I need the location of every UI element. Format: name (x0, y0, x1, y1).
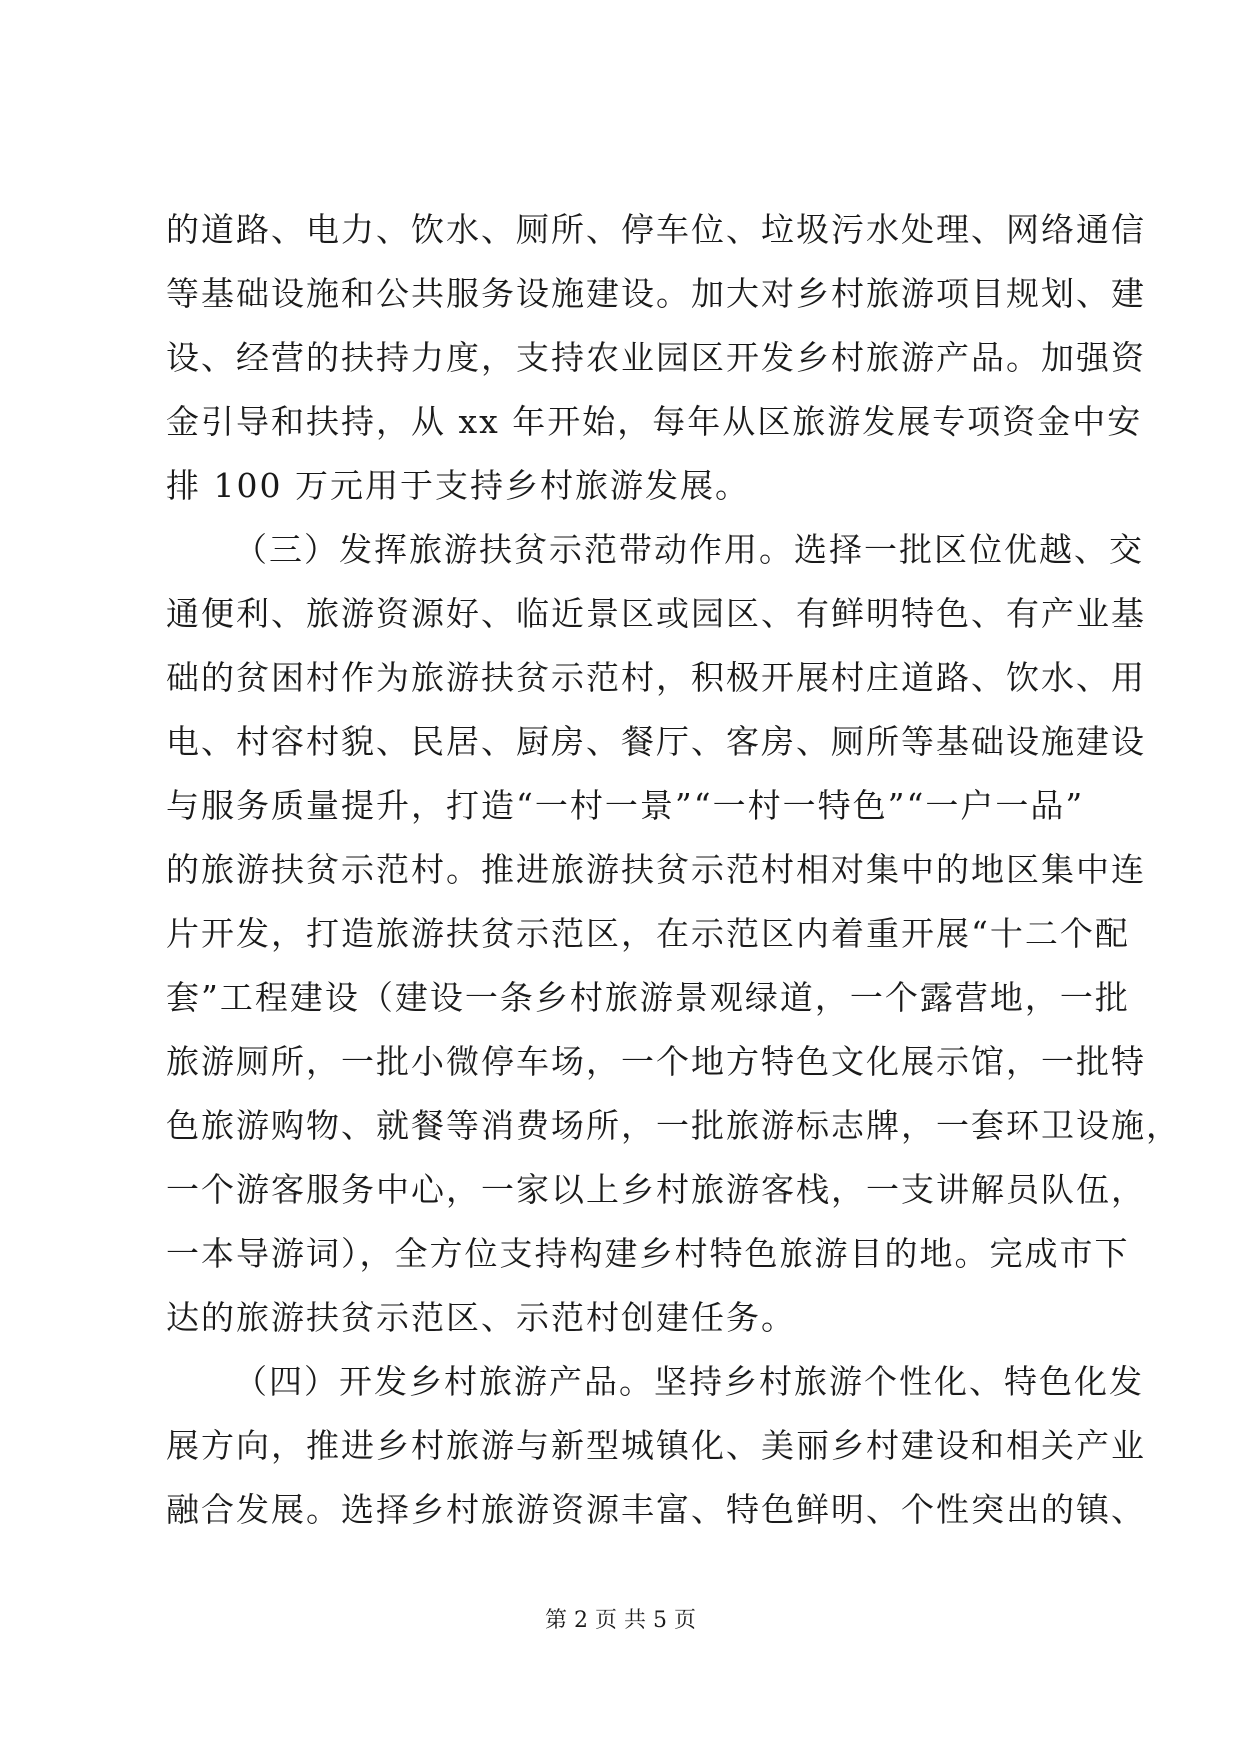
text-line: 达的旅游扶贫示范区、示范村创建任务。 (166, 1298, 796, 1337)
text-line: 融合发展。选择乡村旅游资源丰富、特色鲜明、个性突出的镇、 (166, 1490, 1146, 1529)
text-line: 色旅游购物、就餐等消费场所，一批旅游标志牌，一套环卫设施， (166, 1106, 1181, 1145)
text-line: 一个游客服务中心，一家以上乡村旅游客栈，一支讲解员队伍， (166, 1170, 1146, 1209)
text-line: 展方向，推进乡村旅游与新型城镇化、美丽乡村建设和相关产业 (166, 1426, 1146, 1465)
text-line: 等基础设施和公共服务设施建设。加大对乡村旅游项目规划、建 (166, 274, 1146, 313)
text-line: 排 100 万元用于支持乡村旅游发展。 (166, 466, 750, 505)
text-line: 通便利、旅游资源好、临近景区或园区、有鲜明特色、有产业基 (166, 594, 1146, 633)
text-line: 电、村容村貌、民居、厨房、餐厅、客房、厕所等基础设施建设 (166, 722, 1146, 761)
page-number-footer: 第 2 页 共 5 页 (545, 1608, 696, 1633)
text-line: 旅游厕所，一批小微停车场，一个地方特色文化展示馆，一批特 (166, 1042, 1146, 1081)
text-line: 的道路、电力、饮水、厕所、停车位、垃圾污水处理、网络通信 (166, 210, 1146, 249)
text-line: （四）开发乡村旅游产品。坚持乡村旅游个性化、特色化发 (234, 1362, 1144, 1401)
text-line: 与服务质量提升，打造“一村一景”“一村一特色”“一户一品” (166, 786, 1085, 825)
text-line: 的旅游扶贫示范村。推进旅游扶贫示范村相对集中的地区集中连 (166, 850, 1146, 889)
text-line: 片开发，打造旅游扶贫示范区，在示范区内着重开展“十二个配 (166, 914, 1130, 953)
text-line: 设、经营的扶持力度，支持农业园区开发乡村旅游产品。加强资 (166, 338, 1146, 377)
text-line: 金引导和扶持，从 xx 年开始，每年从区旅游发展专项资金中安 (166, 402, 1143, 441)
text-line: 础的贫困村作为旅游扶贫示范村，积极开展村庄道路、饮水、用 (166, 658, 1146, 697)
text-line: （三）发挥旅游扶贫示范带动作用。选择一批区位优越、交 (234, 530, 1144, 569)
text-line: 套”工程建设（建设一条乡村旅游景观绿道，一个露营地，一批 (166, 978, 1130, 1017)
text-line: 一本导游词），全方位支持构建乡村特色旅游目的地。完成市下 (166, 1234, 1130, 1273)
